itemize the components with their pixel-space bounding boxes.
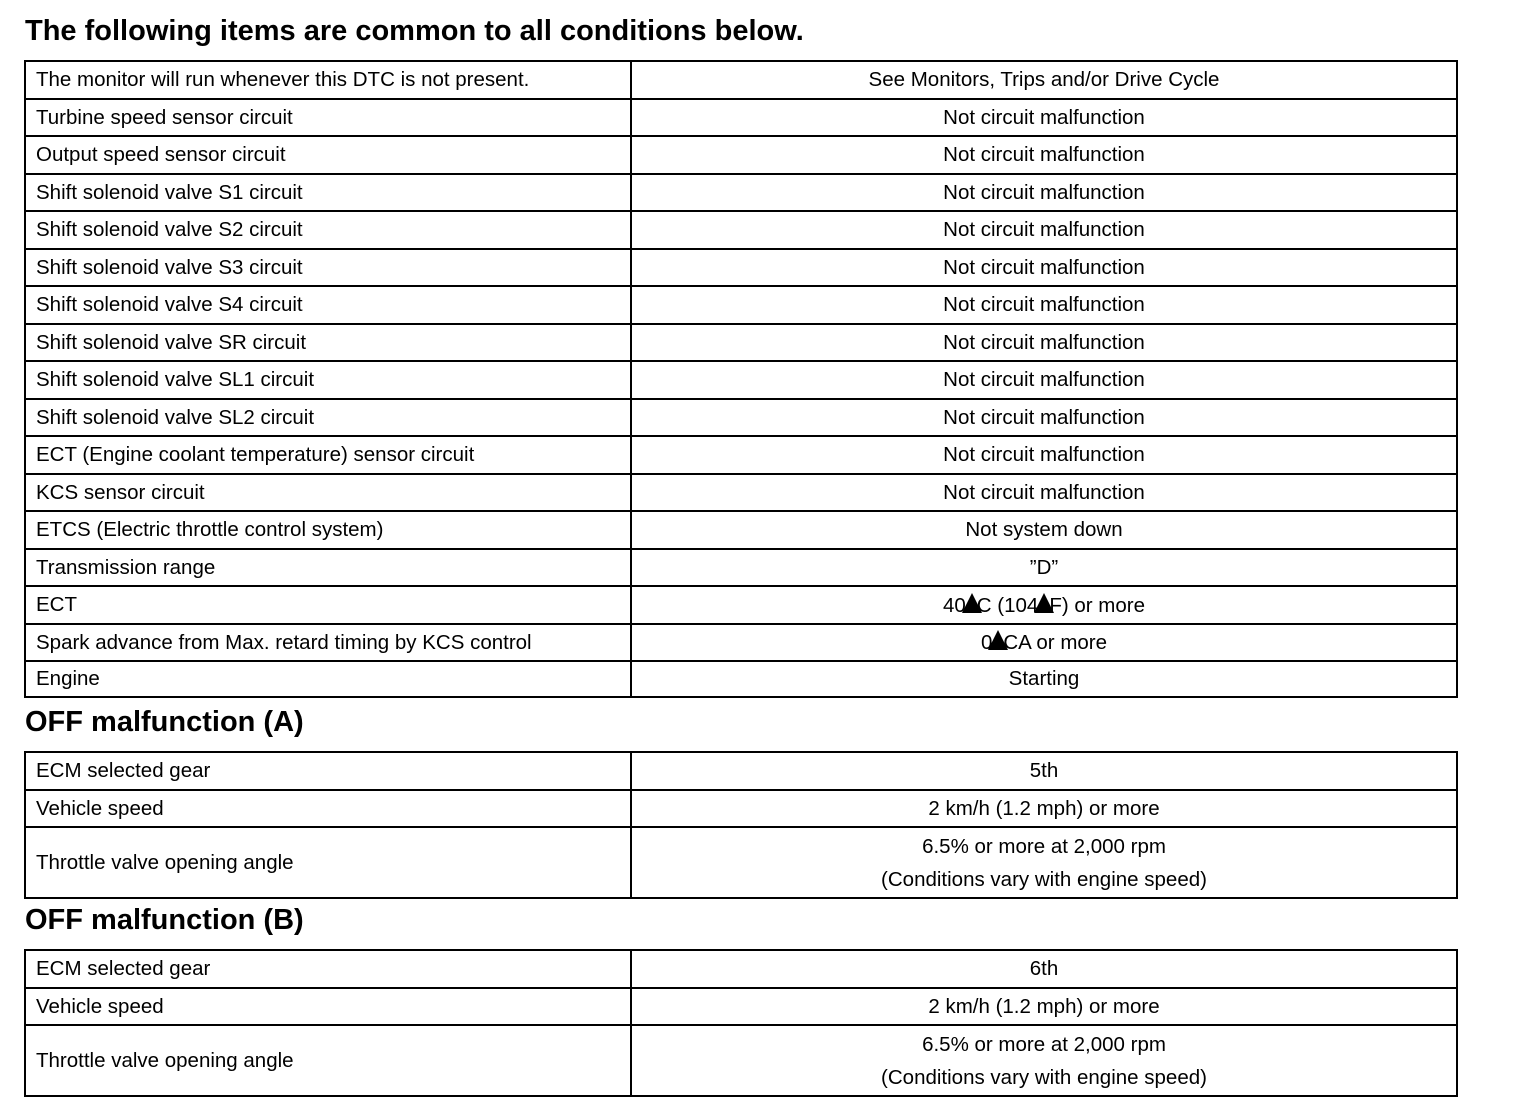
row-item: ECM selected gear	[25, 752, 631, 790]
table-row	[25, 174, 1457, 211]
row-item: ECT (Engine coolant temperature) sensor circuit	[25, 436, 631, 474]
table-row	[25, 661, 1457, 697]
value-part: C (104	[976, 593, 1039, 617]
row-value-ect	[631, 586, 1457, 624]
value-subline: (Conditions vary with engine speed)	[881, 1065, 1207, 1089]
row-item: Spark advance from Max. retard timing by KCS control	[25, 624, 631, 661]
value-part: F) or more	[1049, 593, 1146, 617]
off-malfunction-a-table	[24, 751, 1458, 899]
row-value	[631, 827, 1457, 898]
row-item: Turbine speed sensor circuit	[25, 99, 631, 136]
off-malfunction-a-heading: OFF malfunction (A)	[25, 706, 304, 738]
row-value: 6th	[631, 950, 1457, 988]
value-part: 0	[980, 631, 993, 654]
table-row	[25, 1025, 1457, 1096]
table-row	[25, 790, 1457, 827]
value-part: CA or more	[1003, 631, 1108, 654]
row-value: Starting	[631, 661, 1457, 697]
row-value: ”D”	[631, 549, 1457, 586]
row-value: 5th	[631, 752, 1457, 790]
table-row	[25, 827, 1457, 898]
row-item: Shift solenoid valve S3 circuit	[25, 249, 631, 286]
table-row	[25, 950, 1457, 988]
row-item: ETCS (Electric throttle control system)	[25, 511, 631, 549]
table-row	[25, 399, 1457, 436]
off-malfunction-b-heading: OFF malfunction (B)	[25, 904, 304, 936]
table-row	[25, 286, 1457, 324]
off-malfunction-b-table	[24, 949, 1458, 1097]
row-item: Shift solenoid valve SL2 circuit	[25, 399, 631, 436]
row-value: Not circuit malfunction	[631, 324, 1457, 361]
row-value: See Monitors, Trips and/or Drive Cycle	[631, 61, 1457, 99]
row-value: Not circuit malfunction	[631, 174, 1457, 211]
table-row	[25, 474, 1457, 511]
row-value: 2 km/h (1.2 mph) or more	[631, 790, 1457, 827]
table-row	[25, 211, 1457, 249]
table-row	[25, 988, 1457, 1025]
row-item: KCS sensor circuit	[25, 474, 631, 511]
table-row	[25, 436, 1457, 474]
value-line: 6.5% or more at 2,000 rpm	[922, 834, 1166, 858]
row-value: 2 km/h (1.2 mph) or more	[631, 988, 1457, 1025]
row-item: Shift solenoid valve SL1 circuit	[25, 361, 631, 399]
row-item: Engine	[25, 661, 631, 697]
row-value: Not circuit malfunction	[631, 249, 1457, 286]
value-part: 40	[942, 593, 966, 617]
row-value	[631, 1025, 1457, 1096]
row-value: Not circuit malfunction	[631, 211, 1457, 249]
table-row	[25, 586, 1457, 624]
table-row	[25, 61, 1457, 99]
row-item: Transmission range	[25, 549, 631, 586]
table-row	[25, 136, 1457, 174]
row-value: Not system down	[631, 511, 1457, 549]
row-value: Not circuit malfunction	[631, 399, 1457, 436]
table-row	[25, 99, 1457, 136]
row-value: Not circuit malfunction	[631, 474, 1457, 511]
row-value-spark	[631, 624, 1457, 661]
row-item: The monitor will run whenever this DTC is not present.	[25, 61, 631, 99]
table-row	[25, 752, 1457, 790]
row-value: Not circuit malfunction	[631, 99, 1457, 136]
row-item: Shift solenoid valve SR circuit	[25, 324, 631, 361]
row-item: Shift solenoid valve S2 circuit	[25, 211, 631, 249]
row-value: Not circuit malfunction	[631, 136, 1457, 174]
table-row	[25, 249, 1457, 286]
row-item: Throttle valve opening angle	[25, 827, 631, 898]
row-item: ECM selected gear	[25, 950, 631, 988]
common-heading: The following items are common to all conditions below.	[25, 15, 804, 47]
row-value: Not circuit malfunction	[631, 361, 1457, 399]
row-item: Vehicle speed	[25, 988, 631, 1025]
table-row	[25, 361, 1457, 399]
value-subline: (Conditions vary with engine speed)	[881, 867, 1207, 891]
table-row	[25, 624, 1457, 661]
row-item: Output speed sensor circuit	[25, 136, 631, 174]
table-row	[25, 324, 1457, 361]
row-item: Vehicle speed	[25, 790, 631, 827]
table-row	[25, 549, 1457, 586]
row-item: Shift solenoid valve S1 circuit	[25, 174, 631, 211]
common-conditions-table	[24, 60, 1458, 698]
row-item: Throttle valve opening angle	[25, 1025, 631, 1096]
row-value: Not circuit malfunction	[631, 286, 1457, 324]
row-value: Not circuit malfunction	[631, 436, 1457, 474]
row-item: Shift solenoid valve S4 circuit	[25, 286, 631, 324]
table-row	[25, 511, 1457, 549]
value-line: 6.5% or more at 2,000 rpm	[922, 1032, 1166, 1056]
row-item: ECT	[25, 586, 631, 624]
